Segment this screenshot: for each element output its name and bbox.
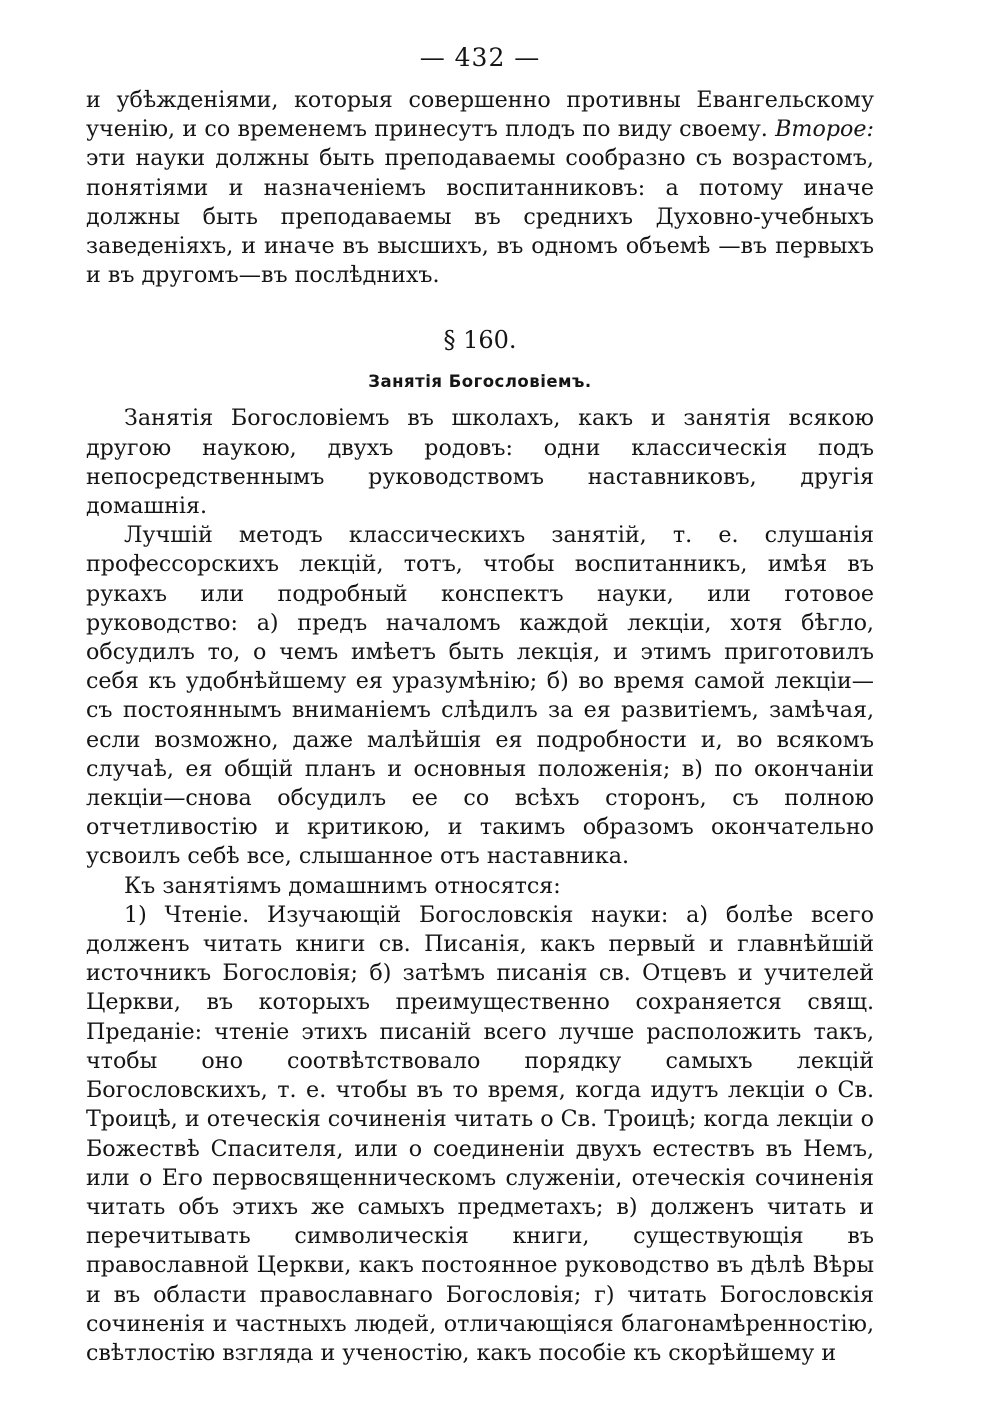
continued-text-start: и убѣжденіями, которыя совершенно противны Евангельскому ученію, и со временемъ принесутъ плодъ по виду своему. <box>86 87 874 143</box>
paragraph-intro: Занятія Богословіемъ въ школахъ, какъ и занятія всякою другою наукою, двухъ родовъ: одни классическія подъ непосредственнымъ руководствомъ наставниковъ, другія домашнія. <box>86 405 874 520</box>
paragraph-classroom-method: Лучшій методъ классическихъ занятій, т. е. слушанія профессорскихъ лекцій, тотъ, чтобы воспитанникъ, имѣя въ рукахъ или подробный конспектъ науки, или готовое руководство: а) предъ началомъ каждой лекціи, хотя бѣгло, обсудилъ то, о чемъ имѣетъ быть лекція, и этимъ приготовилъ себя къ удобнѣйшему ея уразумѣнію; б) во время самой лекціи—съ постояннымъ вниманіемъ слѣдилъ за ея развитіемъ, замѣчая, если возможно, даже малѣйшія ея подробности и, во всякомъ случаѣ, ея общій планъ и основныя положенія; в) по окончаніи лекціи—снова обсудилъ ее со всѣхъ сторонъ, съ полною отчетливостію и критикою, и такимъ образомъ окончательно усвоилъ себѣ все, слышанное отъ наставника. <box>86 522 874 870</box>
continued-paragraph <box>86 86 874 290</box>
italic-term: Второе: <box>775 116 874 143</box>
paragraph-home-study: Къ занятіямъ домашнимъ относятся: <box>124 872 561 899</box>
section-number: § 160. <box>443 326 517 355</box>
book-page <box>86 40 874 1368</box>
paragraph-reading: 1) Чтеніе. Изучающій Богословскія науки: а) болѣе всего долженъ читать книги св. Писанія, какъ первый и главнѣйшій источникъ Богословія; б) затѣмъ писанія св. Отцевъ и учителей Церкви, въ которыхъ преимущественно сохраняется свящ. Преданіе: чтеніе этихъ писаній всего лучше расположить такъ, чтобы оно соотвѣтствовало порядку самыхъ лекцій Богословскихъ, т. е. чтобы въ то время, когда идутъ лекціи о Св. Троицѣ, и отеческія сочиненія читать о Св. Троицѣ; когда лекціи о Божествѣ Спасителя, или о соединеніи двухъ естествъ въ Немъ, или о Его первосвященническомъ служеніи, отеческія сочиненія читать объ этихъ же самыхъ предметахъ; в) долженъ читать и перечитывать символическія книги, существующія въ православной Церкви, какъ постоянное руководство въ дѣлѣ Вѣры и въ области православнаго Богословія; г) читать Богословскія сочиненія и частныхъ людей, отличающіяся благонамѣренностію, свѣтлостію взгляда и ученостію, какъ пособіе къ скорѣйшему и <box>86 901 874 1366</box>
section-title: Занятія Богословіемъ. <box>368 372 592 392</box>
page-number: — 432 — <box>419 43 541 72</box>
continued-text-end: эти науки должны быть преподаваемы сообразно съ возрастомъ, понятіями и назначеніемъ воспитанниковъ: а потому иначе должны быть преподаваемы въ среднихъ Духовно-учебныхъ заведеніяхъ, и иначе въ высшихъ, въ одномъ объемѣ —въ первыхъ и въ другомъ—въ послѣднихъ. <box>86 145 874 289</box>
